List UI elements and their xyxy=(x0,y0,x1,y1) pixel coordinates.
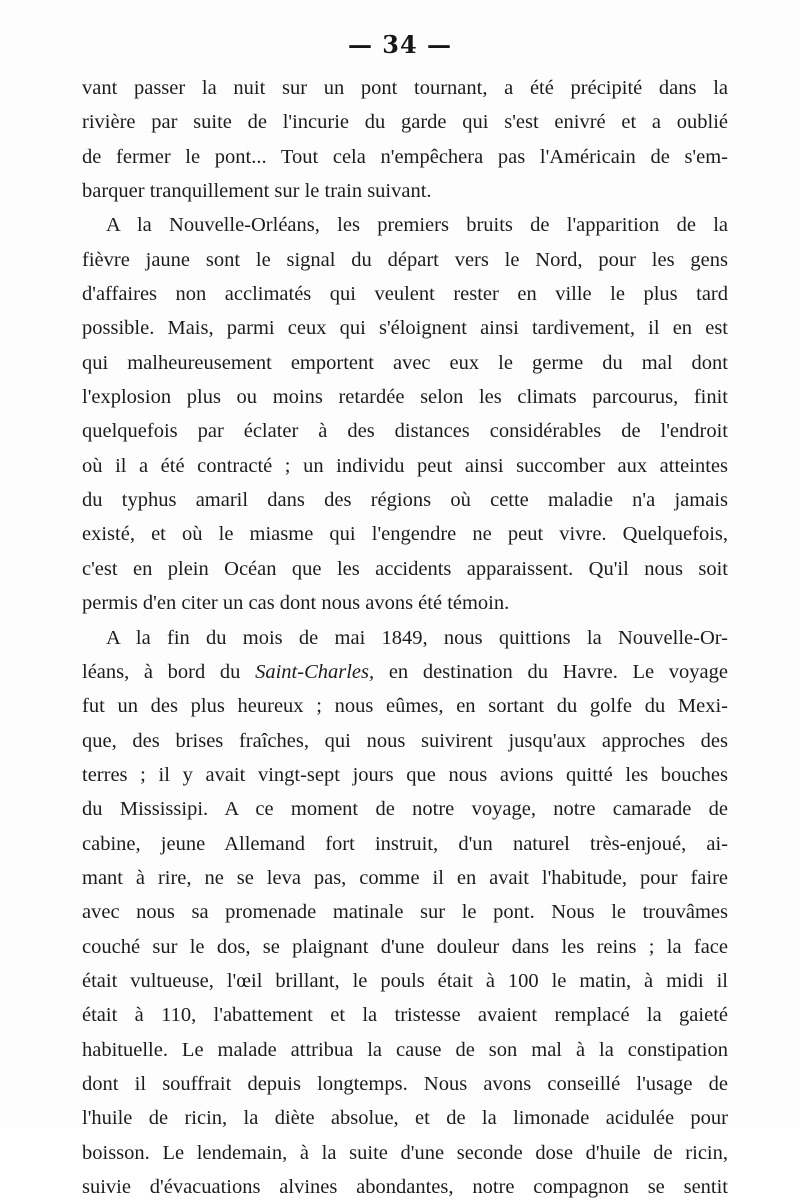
text-line: mant à rire, ne se leva pas, comme il en avait l'habitude, pour faire xyxy=(82,866,728,889)
text-line: dont il souffrait depuis longtemps. Nous avons conseillé l'usage de xyxy=(82,1072,728,1095)
text-segment: en destination du Havre. Le voyage xyxy=(388,660,728,683)
text-line: qui malheureusement emportent avec eux le germe du mal dont xyxy=(82,351,728,374)
text-line: où il a été contracté ; un individu peut ainsi succomber aux atteintes xyxy=(82,454,728,477)
text-line: fut un des plus heureux ; nous eûmes, en sortant du golfe du Mexi- xyxy=(82,695,728,718)
text-line: du Mississipi. A ce moment de notre voyage, notre camarade de xyxy=(82,798,728,821)
text-line: boisson. Le lendemain, à la suite d'une seconde dose d'huile de ricin, xyxy=(82,1141,728,1164)
body-text xyxy=(82,71,728,1204)
text-line: était vultueuse, l'œil brillant, le pouls était à 100 le matin, à midi il xyxy=(82,969,728,992)
text-line: que, des brises fraîches, qui nous suivirent jusqu'aux approches des xyxy=(82,729,728,752)
text-line: fièvre jaune sont le signal du départ vers le Nord, pour les gens xyxy=(82,248,728,271)
text-line: barquer tranquillement sur le train suivant. xyxy=(82,180,432,203)
page-number: — 34 — xyxy=(347,30,453,59)
text-line: terres ; il y avait vingt-sept jours que nous avions quitté les bouches xyxy=(82,763,728,786)
text-line: rivière par suite de l'incurie du garde qui s'est enivré et a oublié xyxy=(82,111,728,134)
text-line: l'huile de ricin, la diète absolue, et de la limonade acidulée pour xyxy=(82,1107,728,1130)
text-line: de fermer le pont... Tout cela n'empêchera pas l'Américain de s'em- xyxy=(82,145,728,168)
text-line: l'explosion plus ou moins retardée selon les climats parcourus, finit xyxy=(82,386,728,409)
paragraph-first-line: A la Nouvelle-Orléans, les premiers bruits de l'apparition de la xyxy=(106,214,728,237)
text-line: vant passer la nuit sur un pont tournant, a été précipité dans la xyxy=(82,77,728,99)
text-line: était à 110, l'abattement et la tristesse avaient remplacé la gaieté xyxy=(82,1004,728,1027)
text-line: possible. Mais, parmi ceux qui s'éloignent ainsi tardivement, il en est xyxy=(82,317,728,340)
text-line: du typhus amaril dans des régions où cette maladie n'a jamais xyxy=(82,489,728,512)
text-line: couché sur le dos, se plaignant d'une douleur dans les reins ; la face xyxy=(82,935,728,958)
text-line: habituelle. Le malade attribua la cause de son mal à la constipation xyxy=(82,1038,728,1061)
text-line: permis d'en citer un cas dont nous avons été témoin. xyxy=(82,592,510,615)
text-line: c'est en plein Océan que les accidents apparaissent. Qu'il nous soit xyxy=(82,557,728,580)
text-line: avec nous sa promenade matinale sur le pont. Nous le trouvâmes xyxy=(82,901,728,924)
text-line: d'affaires non acclimatés qui veulent rester en ville le plus tard xyxy=(82,283,728,306)
text-line: existé, et où le miasme qui l'engendre ne peut vivre. Quelquefois, xyxy=(82,523,728,546)
paragraph-first-line: A la fin du mois de mai 1849, nous quittions la Nouvelle-Or- xyxy=(106,626,728,649)
text-segment: léans, à bord du xyxy=(82,660,241,683)
text-line: cabine, jeune Allemand fort instruit, d'un naturel très-enjoué, ai- xyxy=(82,832,728,855)
ship-name: Saint-Charles, xyxy=(255,660,375,683)
text-line: quelquefois par éclater à des distances considérables de l'endroit xyxy=(82,420,728,443)
text-line: suivie d'évacuations alvines abondantes, notre compagnon se sentit xyxy=(82,1176,728,1198)
text-line-with-ship-name xyxy=(82,655,728,689)
